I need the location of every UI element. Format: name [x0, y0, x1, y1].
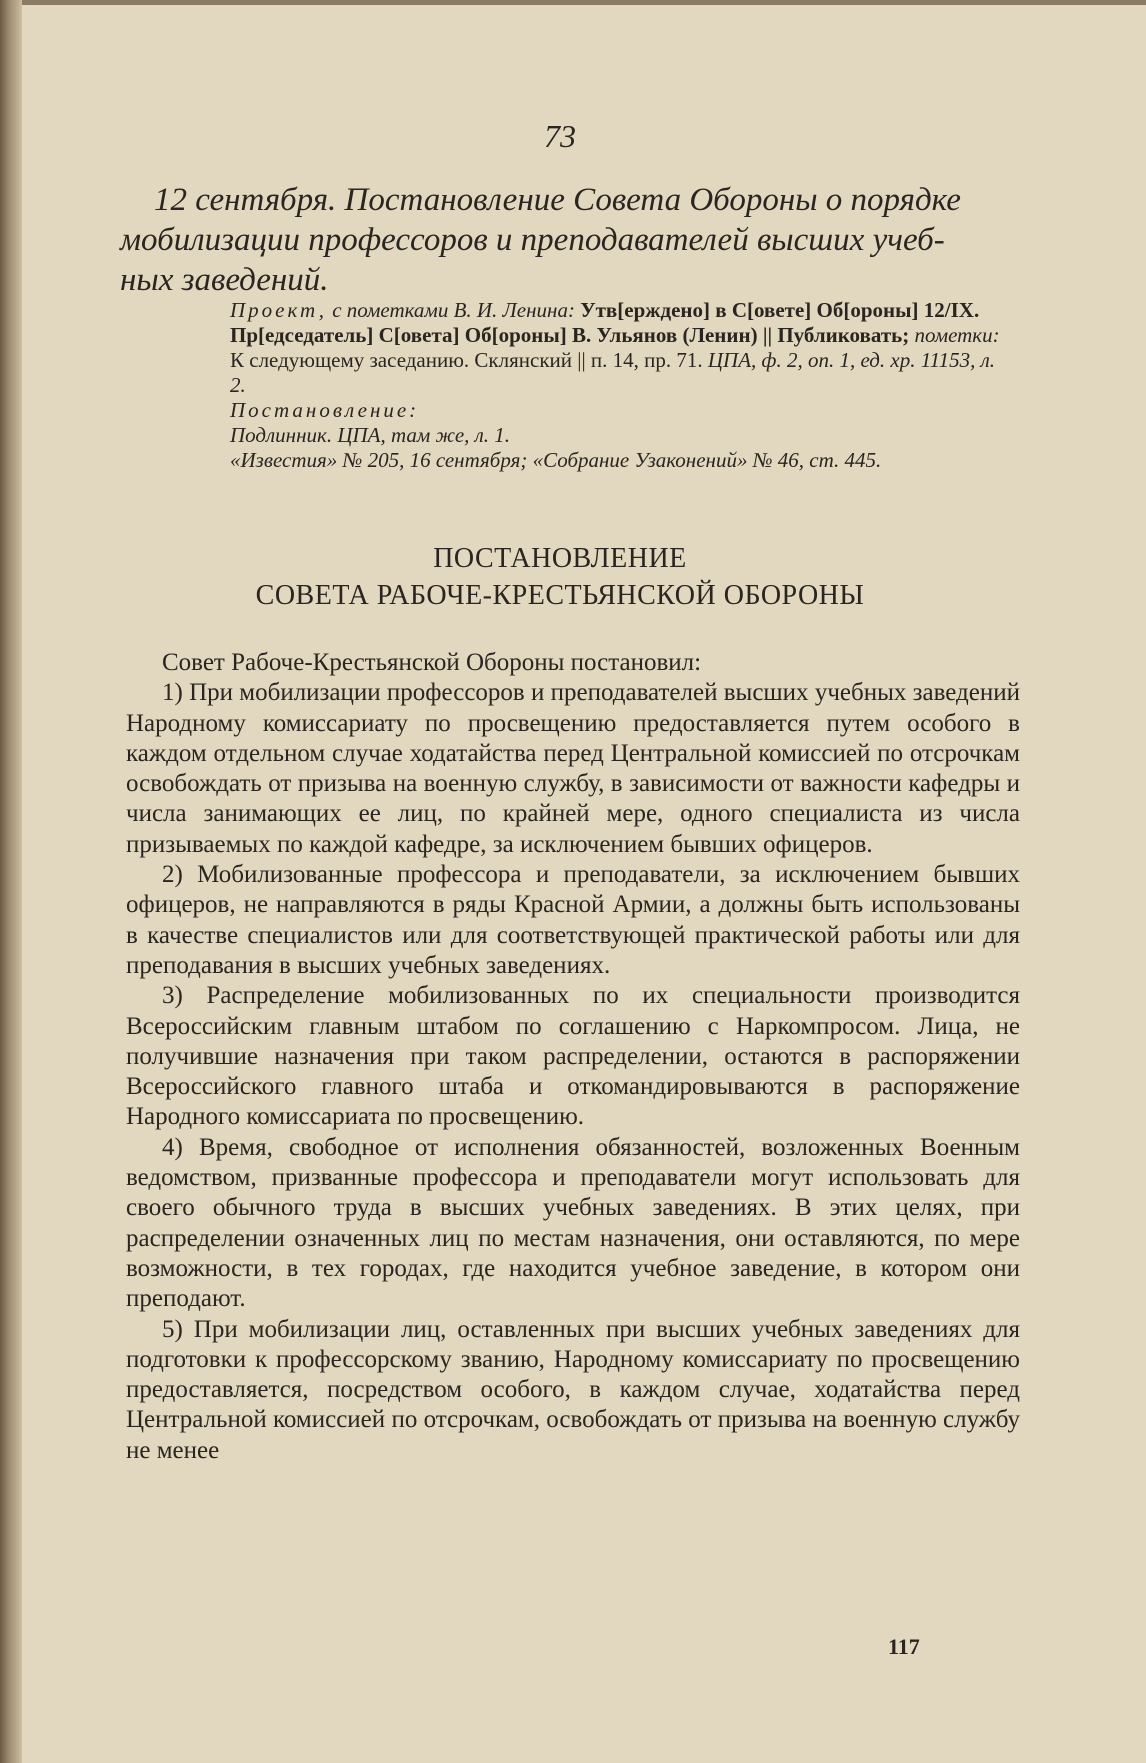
book-spine-shadow [0, 0, 22, 1763]
paragraph-5: 5) При мобилизации лиц, оставленных при высших учебных заведениях для подготовки к профессорскому званию, Народному комиссариату по просвещению предоставляется, посредством особого, в каждом случае, ходатайства перед Центральной комиссией по отсрочкам, освобождать от призыва на военную службу не менее [126, 1315, 1020, 1464]
heading-line-2: мобилизации профессоров и преподавателей высших учеб- [120, 222, 945, 258]
draft-label: Проект, [230, 298, 327, 322]
document-page [90, 0, 1030, 1763]
marks-label: пометки: [914, 323, 1000, 347]
paragraph-4: 4) Время, свободное от исполнения обязанностей, возложенных Военным ведомством, призванные профессора и преподаватели могут использовать для своего обычного труда в высших учебных заведениях. В этих целях, при распределении означенных лиц по местам назначения, они оставляются, по мере возможности, в тех городах, где находится учебное заведение, в котором они преподают. [126, 1133, 1020, 1313]
marks-text: К следующему заседанию. Склянский || п. 14, пр. 71. [230, 348, 703, 372]
title-line-2: СОВЕТА РАБОЧЕ-КРЕСТЬЯНСКОЙ ОБОРОНЫ [255, 580, 865, 611]
heading-line-3: ных заведений. [120, 262, 329, 298]
document-heading [120, 180, 1020, 300]
resolution-label: Постановление: [230, 398, 420, 422]
archival-note [230, 298, 1010, 473]
paragraph-1: 1) При мобилизации профессоров и преподавателей высших учебных заведений Народному комиссариату по просвещению предоставляется путем особого в каждом отдельном случае ходатайства перед Центральной комиссией по отсрочкам освобождать от призыва на военную службу, в зависимости от важности кафедры и числа занимающих ее лиц, по крайней мере, одного специалиста из числа призываемых по каждой кафедре, за исключением бывших офицеров. [126, 679, 1020, 858]
approval-text: Утв[ерждено] в С[овете] Об[ороны] 12/IX. Пр[едседатель] С[овета] Об[ороны] В. Ульянов (Ленин) || Публиковать; [230, 298, 980, 347]
title-line-1: ПОСТАНОВЛЕНИЕ [433, 543, 687, 574]
archive-reference: ЦПА, ф. 2, оп. 1, ед. хр. 11153, л. 2. [230, 348, 995, 397]
page-number: 117 [888, 1634, 920, 1659]
paragraph-3: 3) Распределение мобилизованных по их специальности производится Всероссийским главным штабом по соглашению с Наркомпросом. Лица, не получившие назначения при таком распределении, остаются в распоряжении Всероссийского главного штаба и откомандировываются в распоряжение Народного комиссариата по просвещению. [126, 982, 1020, 1131]
document-number: 73 [544, 118, 576, 154]
publication-reference: «Известия» № 205, 16 сентября; «Собрание Узаконений» № 46, ст. 445. [230, 448, 882, 472]
draft-note: с пометками В. И. Ленина: [332, 298, 575, 322]
intro-paragraph: Совет Рабоче-Крестьянской Обороны постановил: [162, 649, 702, 676]
resolution-body [126, 648, 1020, 1466]
paragraph-2: 2) Мобилизованные профессора и преподаватели, за исключением бывших офицеров, не направляются в ряды Красной Армии, а должны быть использованы в качестве специалистов или для соответствующей практической работы или для преподавания в высших учебных заведениях. [126, 861, 1020, 979]
original-reference: Подлинник. ЦПА, там же, л. 1. [230, 423, 511, 447]
heading-line-1: 12 сентября. Постановление Совета Обороны о порядке [154, 182, 961, 218]
resolution-title [90, 540, 1030, 614]
